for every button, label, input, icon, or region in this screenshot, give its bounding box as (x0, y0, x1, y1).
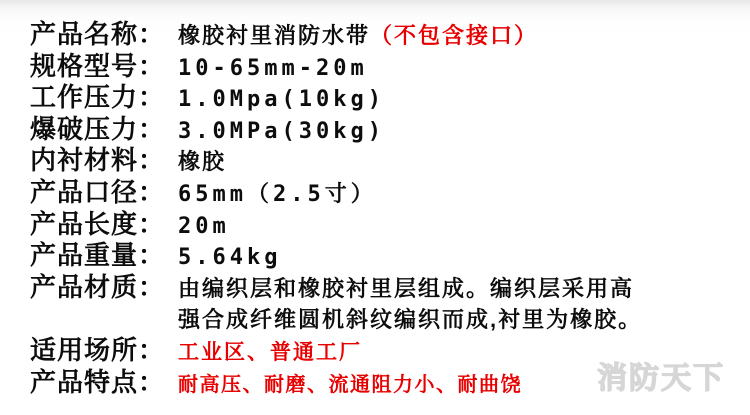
spec-value: 工业区、普通工厂 (178, 340, 362, 364)
product-name-note: （不包含接口） (370, 23, 539, 48)
spec-value: 5.64kg (178, 245, 282, 271)
spec-row-features (30, 367, 690, 399)
spec-value: 耐高压、耐磨、流通阻力小、耐曲饶 (178, 373, 522, 396)
product-name-text: 橡胶衬里消防水带 (178, 23, 371, 48)
spec-value: 20m (178, 213, 230, 239)
spec-row-product-name (30, 19, 690, 51)
spec-value (178, 273, 642, 336)
spec-row-model (30, 51, 690, 83)
spec-row-diameter (30, 177, 690, 209)
spec-list (30, 19, 690, 398)
spec-row-lining-material (30, 145, 690, 177)
spec-value (178, 20, 538, 52)
spec-label: 产品名称： (30, 19, 166, 49)
spec-label: 内衬材料： (30, 145, 166, 176)
watermark-text: 消防天下 (597, 362, 725, 395)
spec-label: 产品特点： (30, 366, 166, 397)
spec-label: 产品口径： (30, 176, 166, 207)
spec-label: 产品长度： (30, 208, 166, 239)
spec-value: 1.0Mpa(10kg) (178, 87, 385, 113)
spec-value: 65mm（2.5寸） (178, 181, 377, 207)
spec-row-weight (30, 240, 690, 272)
spec-row-working-pressure (30, 82, 690, 114)
spec-value: 橡胶 (178, 149, 227, 175)
spec-value: 10-65mm-20m (178, 55, 368, 81)
spec-label: 适用场所： (30, 334, 166, 365)
spec-label: 规格型号： (30, 50, 166, 81)
spec-label: 产品材质： (30, 271, 166, 302)
spec-value: 3.0MPa(30kg) (178, 118, 385, 144)
material-line-2: 强合成纤维圆机斜纹编织而成,衬里为橡胶。 (178, 307, 643, 333)
spec-row-burst-pressure (30, 114, 690, 146)
spec-row-application (30, 335, 690, 367)
spec-label: 爆破压力： (30, 113, 166, 144)
spec-label: 产品重量： (30, 240, 166, 271)
material-line-1: 由编织层和橡胶衬里层组成。编织层采用高 (178, 275, 635, 301)
spec-label: 工作压力： (30, 82, 166, 113)
spec-row-length (30, 209, 690, 241)
spec-row-material-composition (30, 272, 690, 335)
